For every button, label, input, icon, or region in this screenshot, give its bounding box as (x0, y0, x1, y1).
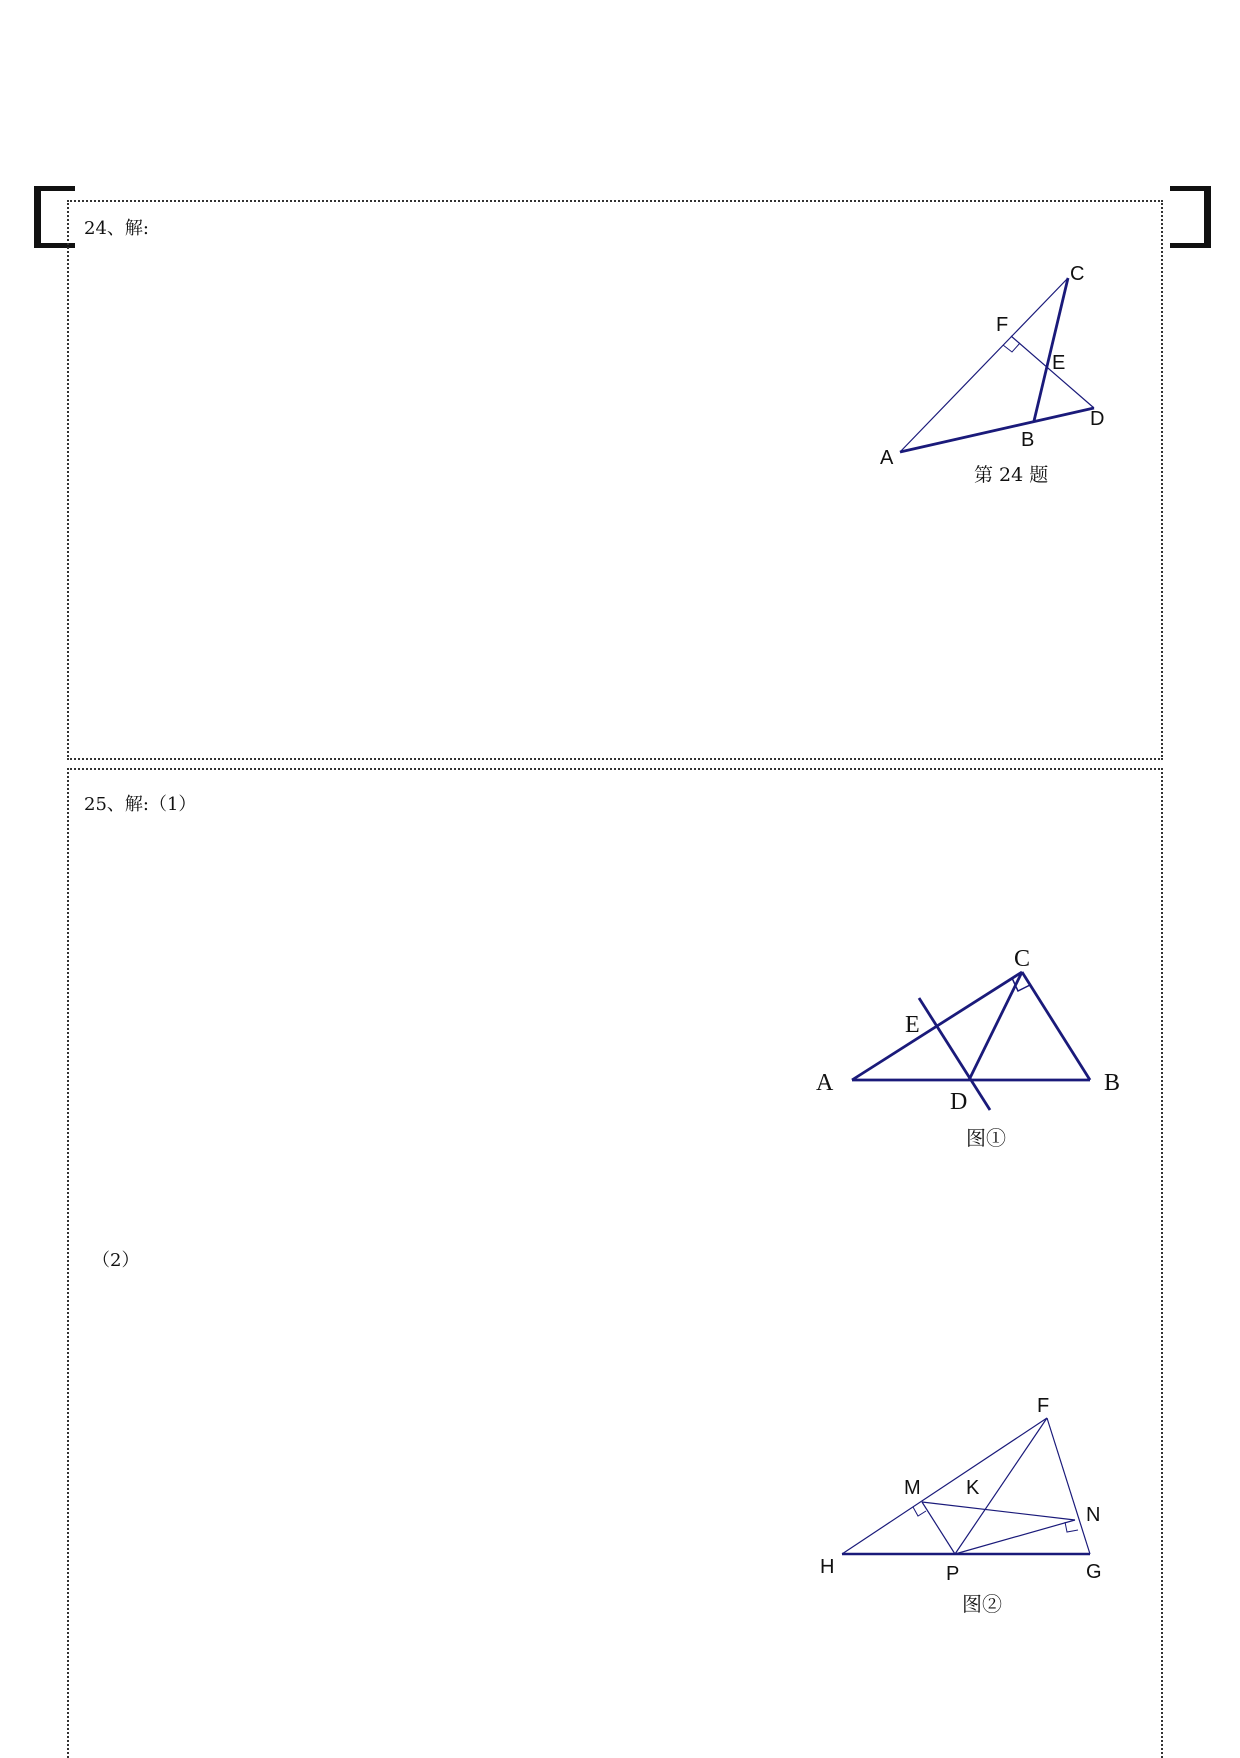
point-label-C: C (1014, 946, 1031, 972)
point-label-C: C (1070, 263, 1085, 285)
point-label-D: D (1090, 408, 1105, 430)
question-25-label: 25、解:（1） (84, 794, 197, 815)
figure-25-2-caption: 图② (962, 1592, 1002, 1616)
point-label-N: N (1086, 1504, 1101, 1526)
segment-MN (922, 1502, 1075, 1520)
segment-MP (922, 1502, 955, 1554)
point-label-A: A (880, 447, 894, 469)
question-24-label: 24、解: (84, 218, 149, 239)
point-label-M: M (904, 1477, 921, 1499)
point-label-K: K (966, 1477, 980, 1499)
point-label-B: B (1104, 1070, 1121, 1096)
point-label-E: E (1052, 352, 1066, 374)
point-label-D: D (950, 1089, 968, 1115)
point-label-A: A (816, 1070, 834, 1096)
right-angle-mark-N (1065, 1522, 1078, 1532)
point-label-E: E (905, 1012, 920, 1038)
segment-HF (842, 1418, 1047, 1554)
point-label-F: F (1037, 1395, 1050, 1417)
point-label-G: G (1086, 1561, 1102, 1583)
figure-25-1-caption: 图① (966, 1126, 1006, 1150)
figure-24-caption: 第 24 题 (974, 464, 1049, 486)
point-label-F: F (996, 314, 1009, 336)
right-angle-mark-M (913, 1507, 926, 1516)
segment-PN (955, 1520, 1075, 1554)
point-label-B: B (1021, 429, 1035, 451)
segment-FG (1047, 1418, 1090, 1554)
question-25-part2-label: （2） (92, 1250, 140, 1271)
point-label-H: H (820, 1556, 835, 1578)
point-label-P: P (946, 1563, 960, 1585)
